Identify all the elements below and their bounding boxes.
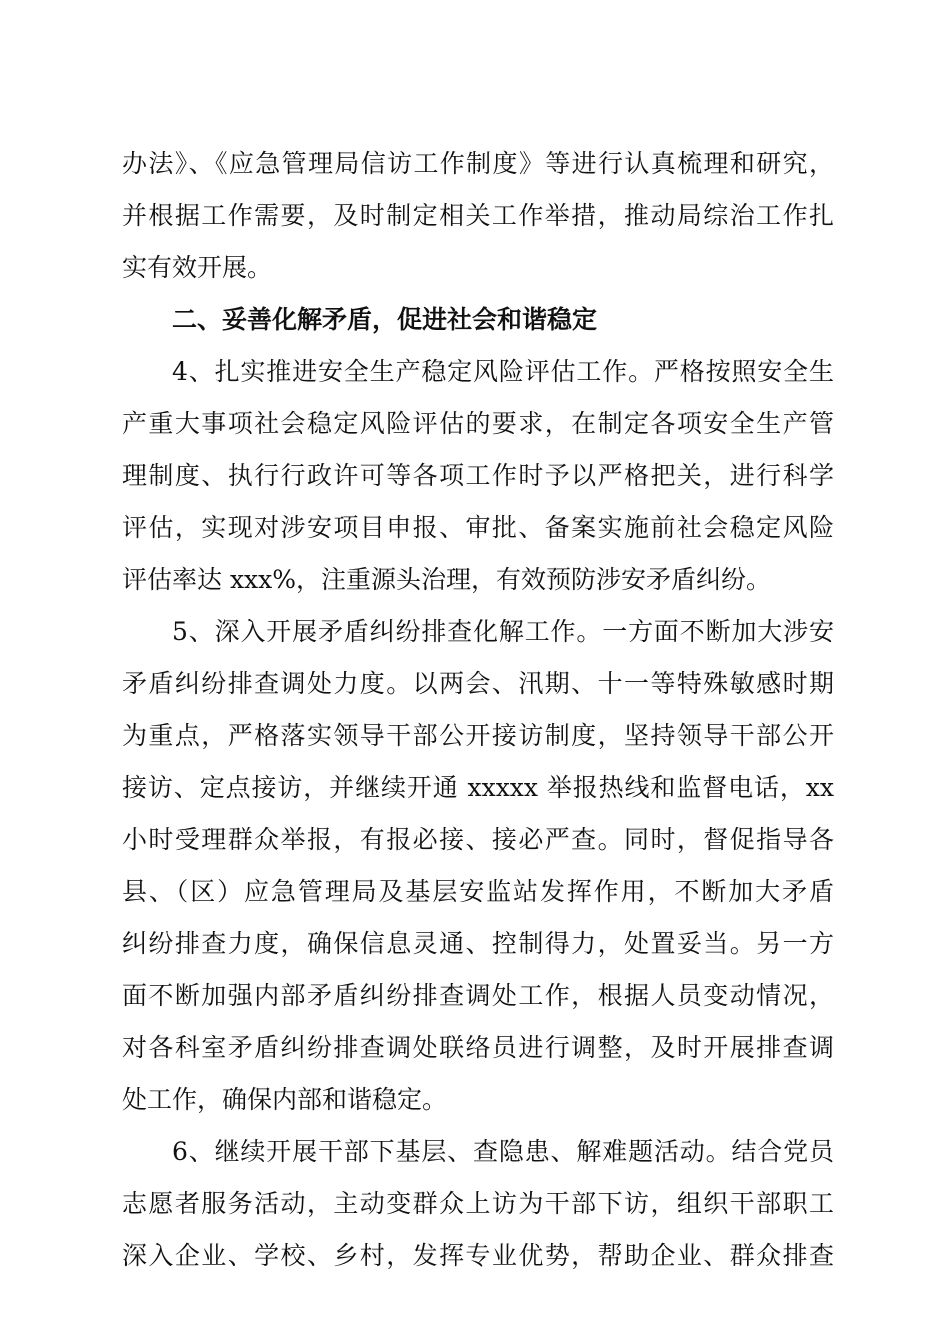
- paragraph-line: 矛盾纠纷排查调处力度。以两会、汛期、十一等特殊敏感时期: [122, 669, 834, 698]
- paragraph-line: 评估率达 xxx%，注重源头治理，有效预防涉安矛盾纠纷。: [122, 565, 772, 594]
- paragraph-line: 接访、定点接访，并继续开通 xxxxx 举报热线和监督电话，xx: [122, 773, 834, 802]
- section-heading: 二、妥善化解矛盾，促进社会和谐稳定: [172, 305, 598, 334]
- paragraph-line: 产重大事项社会稳定风险评估的要求，在制定各项安全生产管: [122, 409, 834, 438]
- paragraph-line: 县、（区）应急管理局及基层安监站发挥作用，不断加大矛盾: [122, 877, 834, 906]
- paragraph-line: 评估，实现对涉安项目申报、审批、备案实施前社会稳定风险: [122, 513, 834, 542]
- paragraph-line: 深入企业、学校、乡村，发挥专业优势，帮助企业、群众排查: [122, 1241, 834, 1270]
- paragraph-line: 并根据工作需要，及时制定相关工作举措，推动局综治工作扎: [122, 201, 834, 230]
- paragraph-line: 4、扎实推进安全生产稳定风险评估工作。严格按照安全生: [172, 357, 834, 386]
- paragraph-line: 办法》、《应急管理局信访工作制度》等进行认真梳理和研究，: [122, 149, 834, 178]
- paragraph-line: 5、深入开展矛盾纠纷排查化解工作。一方面不断加大涉安: [172, 617, 834, 646]
- paragraph-line: 志愿者服务活动，主动变群众上访为干部下访，组织干部职工: [122, 1189, 834, 1218]
- paragraph-line: 纠纷排查力度，确保信息灵通、控制得力，处置妥当。另一方: [122, 929, 834, 958]
- paragraph-line: 小时受理群众举报，有报必接、接必严查。同时，督促指导各: [122, 825, 834, 854]
- paragraph-line: 为重点，严格落实领导干部公开接访制度，坚持领导干部公开: [122, 721, 834, 750]
- paragraph-line: 面不断加强内部矛盾纠纷排查调处工作，根据人员变动情况，: [122, 981, 834, 1010]
- paragraph-line: 理制度、执行行政许可等各项工作时予以严格把关，进行科学: [122, 461, 834, 490]
- paragraph-line: 处工作，确保内部和谐稳定。: [122, 1085, 448, 1114]
- paragraph-line: 对各科室矛盾纠纷排查调处联络员进行调整，及时开展排查调: [122, 1033, 834, 1062]
- paragraph-line: 实有效开展。: [122, 253, 273, 282]
- paragraph-line: 6、继续开展干部下基层、查隐患、解难题活动。结合党员: [172, 1137, 834, 1166]
